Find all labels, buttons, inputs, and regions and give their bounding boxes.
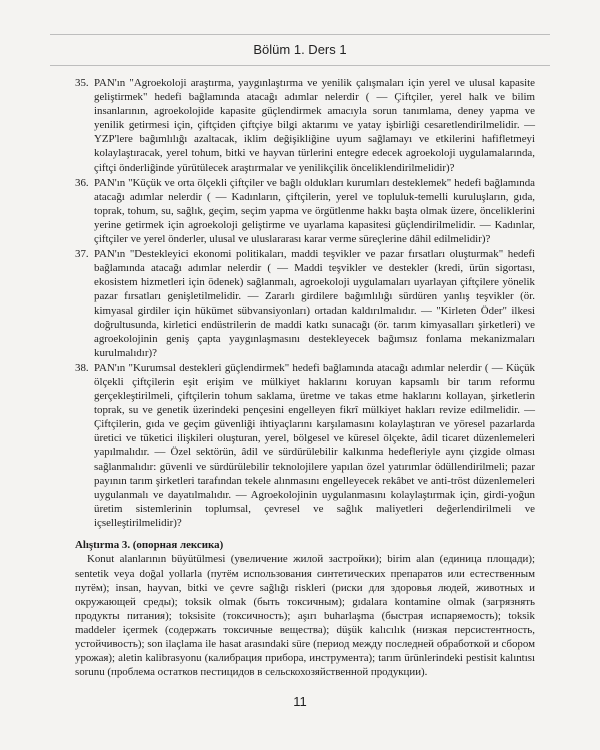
question-number: 38. bbox=[75, 361, 89, 374]
question-text: PAN'ın "Küçük ve orta ölçekli çiftçiler ve bağlı oldukları kurumları desteklemek" hedefi bağlamında atacağı adımlar nelerdir ( — Kadınların, çiftçilerin, yerel ve topluluk-temelli kuruluşların, gıda, toprak, tohum, su, sağlık, geçim, seçim yapma ve örgütlenme hakkı başta olmak üzere, önceliklerini yerine getirmek için agroekoloji geliştirme ve uyarlama kapasitesi güçlendirilmelidir. — Kadınlar, çiftçiler ve yerel önderler, ulusal ve uluslararası karar verme süreçlerine dâhil edilmelidir)? bbox=[94, 176, 535, 246]
question-text: PAN'ın "Kurumsal destekleri güçlendirmek" hedefi bağlamında atacağı adımlar nelerdir ( — Küçük ölçekli çiftçilerin eşit erişim ve mülkiyet haklarını koruyan kapsamlı bir tarım reformu gerçekleştirilmeli, çiftçilerin tohum saklama, üretme ve takas etme haklarını kollayan, şirketlerin toprak, su ve genetik üzerindeki pençesini engelleyen fikrî mülkiyet hakları revize edilmelidir. — Çiftçilerin, gıda ve geçim güvenliği ihtiyaçlarını karşılamasını kolaylaştıran ve yöresel pazarlarda üretici ve tüketici ilişkileri oluşturan, yerel, bölgesel ve küresel ölçekte, âdil ticaret düzenlemeleri yapılmalıdır. — Özel sektörün, âdil ve sürdürülebilir kalkınma hedefleriyle aynı çizgide olması sağlanmalıdır: güvenli ve sürdürülebilir teknolojilere yapılan özel yatırımlar ödüllendirilmeli; pazar payının tarım şirketleri tarafından tekele alınmasını engelleyecek rekâbet ve anti-tröst düzenlemeleri uygulanmalı ve dayatılmalıdır. — Agroekolojinin uygulanmasını kolaylaştırmak için, girdi-yoğun üretim sistemlerinin toplumsal, çevresel ve sağlık maliyetleri değerlendirilmeli ve içselleştirilmelidir)? bbox=[94, 361, 535, 529]
exercise-title: Alıştırma 3. (опорная лексика) bbox=[75, 539, 224, 551]
question-text: PAN'ın "Agroekoloji araştırma, yaygınlaştırma ve yenilik çalışmaları için yerel ve ulusal kapasite geliştirmek" hedefi bağlamında atacağı adımlar nelerdir ( — Çiftçiler, yerel halk ve bilim insanlarının, agroekolojide kapasite güçlendirmek amacıyla sorun tanımlama, deney yapma ve yenilik getirmesi için, çiftçiden çiftçiye bilgi aktarımı ve yatay işbirliği cesaretlendirilmelidir. — YZP'lere bağımlılığı azaltacak, iklim değişikliğine uyum sağlamayı ve etkilerini hafifletmeyi kolaylaştıracak, yerel tohum, bitki ve hayvan türlerini entegre edecek agroekoloji uygulamalarında, çiftçi önderliğinde yürütülecek araştırmalar ve yenilikçilik önceliklendirilmelidir)? bbox=[94, 77, 535, 174]
question-number: 35. bbox=[75, 77, 89, 89]
running-header: Bölüm 1. Ders 1 bbox=[50, 34, 550, 66]
page-number: 11 bbox=[293, 694, 307, 709]
question-38 bbox=[75, 361, 535, 530]
question-text: PAN'ın "Destekleyici ekonomi politikaları, maddi teşvikler ve pazar fırsatları oluşturmak" hedefi bağlamında atacağı adımlar nelerdir ( — Maddi teşvikler ve destekler (kredi, ürün sigortası, ekosistem hizmetleri için ödenek) sağlanmalı, agroekoloji uygulamaları uyarlayan çiftçilere yönelik pazar fırsatları genişletilmelidir. — Zararlı girdilere bağımlılığı sürdüren yanlış teşvikler (ör. kimyasal girdiler için hükümet sübvansiyonları) ortadan kaldırılmalıdır. — "Kirleten Öder" ilkesi doğrultusunda, kirletici endüstrilerin de maddi katkı sunacağı (ör. tarım kimyasalları şirketleri) ve agroekolojinin geniş çapta yaygınlaşmasını destekleyecek bağımsız fonlama mekanizmaları kurulmalıdır)? bbox=[94, 248, 535, 359]
page-content bbox=[75, 76, 535, 679]
exercise-body: Konut alanlarının büyütülmesi (увеличение жилой застройки); birim alan (единица площади); sentetik veya doğal yollarla (путём использования синтетических препаратов или естественным путём); insan, hayvan, bitki ve çevre sağlığı riskleri (риски для здоровья людей, животных и окружающей среды); toksik olmak (быть токсичным); gıdalara kontamine olmak (загрязнять продукты питания); toksisite (токсичность); aşırı buharlaşma (быстрая испаряемость); toksik maddeler içermek (содержать токсичные вещества); düşük kalıcılık (низкая персистентность, устойчивость); son ilaçlama ile hasat arasındaki süre (период между последней обработкой и сбором урожая); aletin kalibrasyonu (калибрация прибора, инструмента); tarım ürünlerindeki pestisit kalıntısı sorunu (проблема остатков пестицидов в сельскохозяйственной продукции). bbox=[75, 553, 535, 679]
question-number: 36. bbox=[75, 176, 89, 189]
question-35 bbox=[75, 76, 535, 175]
question-36 bbox=[75, 176, 535, 246]
question-37 bbox=[75, 247, 535, 360]
question-number: 37. bbox=[75, 248, 89, 261]
